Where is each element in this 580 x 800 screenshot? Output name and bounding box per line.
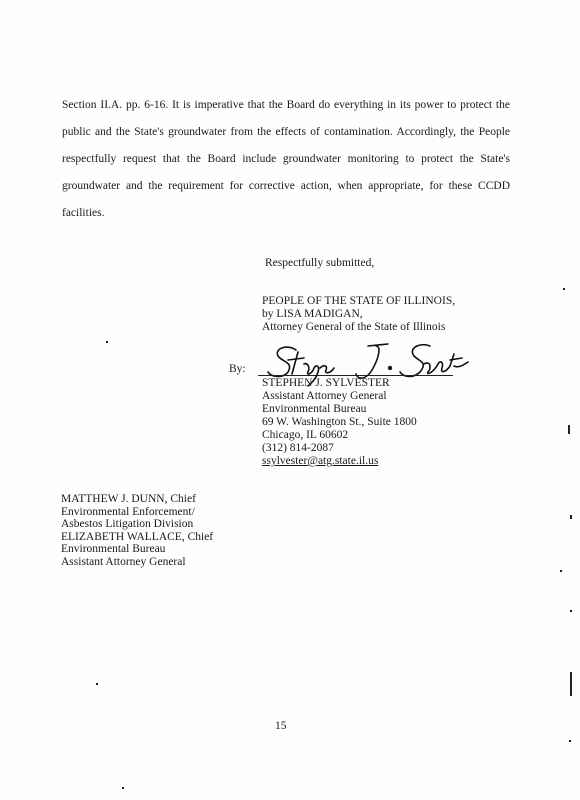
signature-rule — [258, 375, 453, 376]
scan-artifact — [122, 787, 124, 789]
attorney-title: Assistant Attorney General — [262, 390, 387, 402]
of-counsel-block — [61, 493, 213, 569]
closing-line: Respectfully submitted, — [265, 257, 375, 269]
scan-artifact — [96, 683, 98, 685]
attorney-name: STEPHEN J. SYLVESTER — [262, 377, 390, 389]
attorney-email: ssylvester@atg.state.il.us — [262, 455, 379, 467]
by-label: By: — [229, 363, 246, 375]
scan-artifact — [570, 672, 572, 696]
party-line-attorney-general: Attorney General of the State of Illinois — [262, 321, 446, 333]
scan-artifact — [570, 610, 572, 612]
party-block — [262, 295, 455, 334]
scan-artifact — [106, 341, 108, 343]
scan-artifact — [569, 740, 571, 742]
attorney-address: 69 W. Washington St., Suite 1800 — [262, 416, 417, 428]
counsel-line-dunn: MATTHEW J. DUNN, Chief — [61, 493, 196, 505]
page-number: 15 — [275, 720, 287, 732]
counsel-line-bureau: Environmental Bureau — [61, 543, 166, 556]
counsel-line-wallace: ELIZABETH WALLACE, Chief — [61, 530, 214, 543]
party-line-people: PEOPLE OF THE STATE OF ILLINOIS, — [262, 295, 456, 307]
scan-artifact — [568, 425, 570, 434]
attorney-phone: (312) 814-2087 — [262, 442, 334, 454]
attorney-city: Chicago, IL 60602 — [262, 429, 349, 441]
scan-artifact — [563, 288, 565, 290]
attorney-block — [262, 377, 417, 468]
scan-artifact — [560, 570, 562, 572]
body-paragraph: Section II.A. pp. 6-16. It is imperative that the Board do everything in its power to protect the public and the State's groundwater from the effects of contamination. Accordingly, the People respectfully request that the Board include groundwater monitoring to protect the State's groundwater and the requirement for corrective action, when appropriate, for these CCDD facilities. — [62, 99, 510, 219]
attorney-bureau: Environmental Bureau — [262, 403, 367, 415]
scan-artifact — [570, 515, 572, 519]
counsel-line-aag: Assistant Attorney General — [61, 555, 186, 568]
party-line-by: by LISA MADIGAN, — [262, 308, 363, 320]
counsel-line-enforcement: Environmental Enforcement/ — [61, 505, 195, 518]
counsel-line-asbestos: Asbestos Litigation Division — [61, 518, 194, 531]
